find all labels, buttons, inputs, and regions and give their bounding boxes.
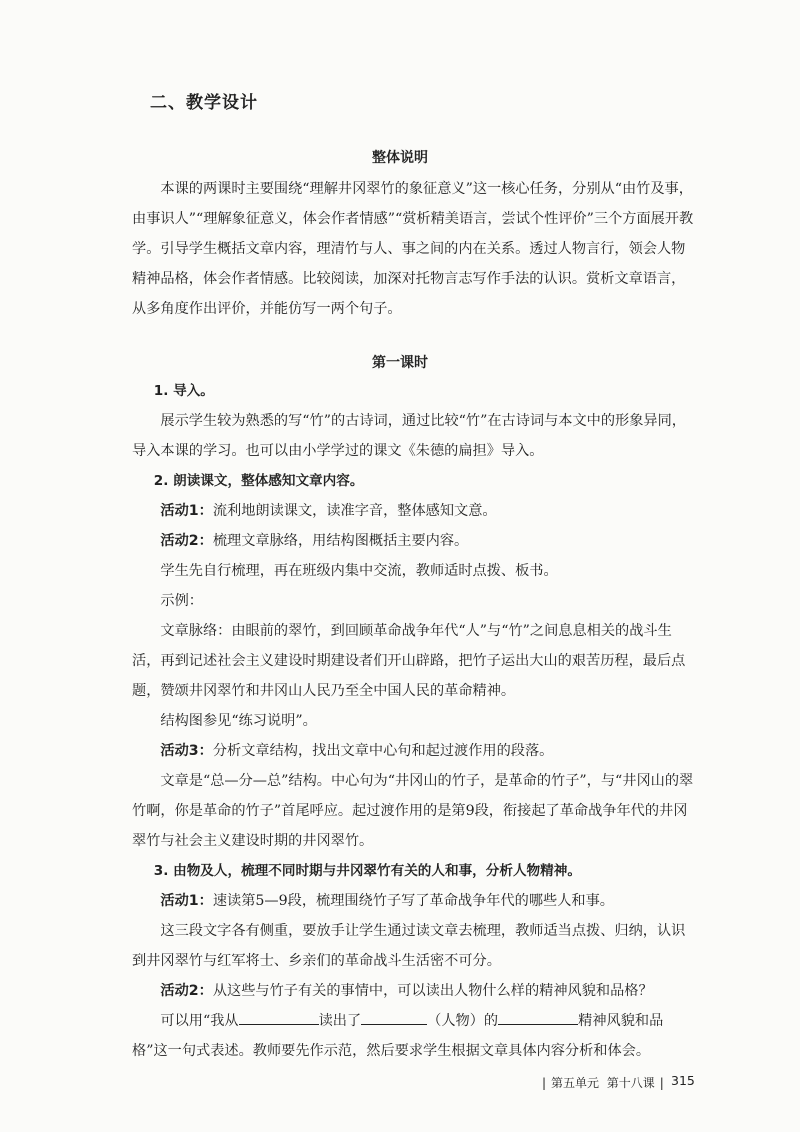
- section-heading: 二、教学设计: [150, 93, 258, 113]
- overview-title: 整体说明: [372, 150, 428, 166]
- step2-activity2: [132, 526, 696, 556]
- fill-blank: [239, 1010, 319, 1025]
- footer-unit: 第五单元: [551, 1076, 600, 1090]
- sentence-part1: 可以用“我从: [160, 1013, 239, 1029]
- step3-activity1-answer: 这三段文字各有侧重，要放手让学生通过读文章去梳理，教师适当点拨、归纳，认识到井冈翠竹与红军将士、乡亲们的革命战斗生活密不可分。: [132, 923, 686, 969]
- footer-lesson: 第十八课: [606, 1076, 655, 1090]
- sentence-part2: 读出了: [318, 1013, 362, 1029]
- activity-label: 活动1：: [160, 893, 213, 909]
- step3-activity1: [132, 886, 696, 916]
- step2-note1: 学生先自行梳理，再在班级内集中交流，教师适时点拨、板书。: [160, 563, 558, 579]
- step2-activity1: [132, 496, 696, 526]
- step1-heading: 1. 导入。: [153, 383, 214, 399]
- lesson1-content: [132, 376, 696, 1066]
- activity-label: 活动2：: [160, 533, 213, 549]
- sentence-part3: （人物）的: [427, 1013, 499, 1029]
- footer-divider: |: [542, 1076, 547, 1090]
- activity-text: 流利地朗读课文，读准字音，整体感知文意。: [212, 503, 497, 519]
- overview-section: [132, 174, 696, 324]
- activity-text: 速读第5—9段，梳理围绕竹子写了革命战争年代的哪些人和事。: [212, 893, 614, 909]
- activity-text: 分析文章结构，找出文章中心句和起过渡作用的段落。: [212, 743, 554, 759]
- step1-text: 展示学生较为熟悉的写“竹”的古诗词，通过比较“竹”在古诗词与本文中的形象异同，导入本课的学习。也可以由小学学过的课文《朱德的扁担》导入。: [132, 413, 686, 459]
- lesson1-title: 第一课时: [372, 355, 428, 371]
- step2-activity3: [132, 736, 696, 766]
- activity-label: 活动3：: [160, 743, 213, 759]
- sentence-pattern: [132, 1006, 696, 1066]
- activity-text: 梳理文章脉络，用结构图概括主要内容。: [212, 533, 469, 549]
- sentence-part4: 精神风貌和品格”这一句式表述。教师要先作示范，然后要求学生根据文章具体内容分析和体会。: [132, 1013, 664, 1059]
- fill-blank: [361, 1010, 427, 1025]
- activity-label: 活动1：: [160, 503, 213, 519]
- overview-paragraph: 本课的两课时主要围绕“理解井冈翠竹的象征意义”这一核心任务，分别从“由竹及事，由事识人”“理解象征意义，体会作者情感”“赏析精美语言，尝试个性评价”三个方面展开教学。引导学生概括文章内容，理清竹与人、事之间的内在关系。透过人物言行，领会人物精神品格，体会作者情感。比较阅读，加深对托物言志写作手法的认识。赏析文章语言，从多角度作出评价，并能仿写一两个句子。: [132, 181, 694, 317]
- footer-divider: |: [659, 1076, 664, 1090]
- step3-heading: 3. 由物及人，梳理不同时期与井冈翠竹有关的人和事，分析人物精神。: [153, 863, 581, 879]
- page-number: 315: [671, 1073, 695, 1088]
- example-label: 示例：: [160, 593, 203, 609]
- activity-text: 从这些与竹子有关的事情中，可以读出人物什么样的精神风貌和品格？: [212, 983, 653, 999]
- step2-heading: 2. 朗读课文，整体感知文章内容。: [153, 473, 364, 489]
- fill-blank: [498, 1010, 578, 1025]
- activity-label: 活动2：: [160, 983, 213, 999]
- step3-activity2: [132, 976, 696, 1006]
- example-text: 文章脉络：由眼前的翠竹，到回顾革命战争年代“人”与“竹”之间息息相关的战斗生活，再到记述社会主义建设时期建设者们开山辟路，把竹子运出大山的艰苦历程，最后点题，赞颂井冈翠竹和井冈山人民乃至全中国人民的革命精神。: [132, 623, 686, 699]
- step2-note2: 结构图参见“练习说明”。: [160, 713, 317, 729]
- activity3-answer: 文章是“总—分—总”结构。中心句为“井冈山的竹子，是革命的竹子”，与“井冈山的翠竹啊，你是革命的竹子”首尾呼应。起过渡作用的是第9段，衔接起了革命战争年代的井冈翠竹与社会主义建设时期的井冈翠竹。: [132, 773, 694, 849]
- page-footer: [537, 1073, 695, 1091]
